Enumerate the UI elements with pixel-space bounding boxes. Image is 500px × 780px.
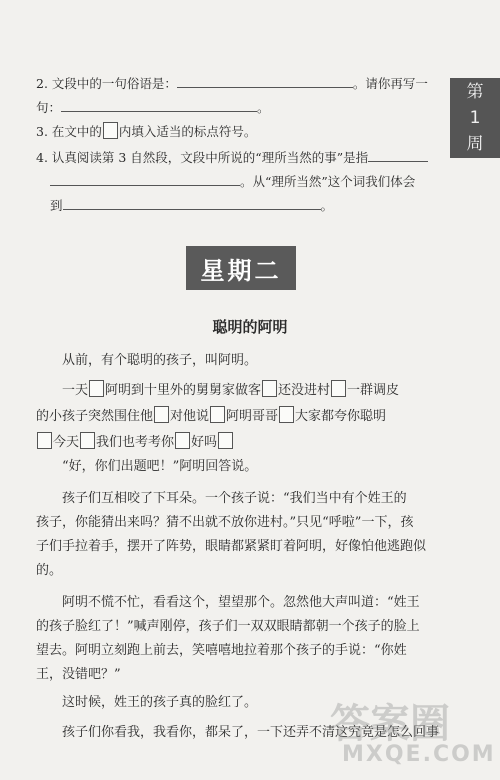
side-tab-line3: 周 bbox=[466, 134, 484, 154]
story-paragraph-2-line2 bbox=[36, 406, 386, 426]
story-paragraph-2-line1 bbox=[62, 380, 399, 400]
punct-box bbox=[210, 406, 225, 423]
punct-box bbox=[279, 406, 294, 423]
q4-blank-1[interactable] bbox=[368, 149, 428, 162]
story-paragraph-4-line1: 孩子们互相咬了下耳朵。一个孩子说：“我们当中有个姓王的 bbox=[62, 491, 407, 506]
p2-seg: 一群调皮 bbox=[347, 383, 400, 398]
p2-seg: 大家都夸你聪明 bbox=[295, 409, 387, 424]
q3-text-b: 内填入适当的标点符号。 bbox=[118, 124, 257, 139]
p2-seg: 我们也考考你 bbox=[96, 435, 175, 450]
watermark-logo bbox=[316, 690, 496, 776]
side-tab-line2: 1 bbox=[469, 108, 481, 128]
punct-box bbox=[175, 432, 190, 449]
punct-box bbox=[154, 406, 169, 423]
story-paragraph-4-line2: 孩子，你能猜出来吗？猜不出就不放你进村。”只见“呼啦”一下，孩 bbox=[36, 515, 414, 530]
story-paragraph-7: 孩子们你看我，我看你，都呆了，一下还弄不清这究竟是怎么回事 bbox=[62, 725, 440, 740]
question-4 bbox=[36, 148, 428, 168]
story-paragraph-5-line3: 望去。阿明立刻跑上前去，笑嘻嘻地拉着那个孩子的手说：“你姓 bbox=[36, 643, 407, 658]
q4-blank-3[interactable] bbox=[63, 197, 321, 210]
question-2-line2 bbox=[36, 98, 270, 118]
story-paragraph-3: “好，你们出题吧！”阿明回答说。 bbox=[62, 459, 258, 474]
q2-blank-2[interactable] bbox=[61, 99, 257, 112]
watermark-url: MXQE.COM bbox=[342, 742, 496, 767]
punct-box bbox=[80, 432, 95, 449]
p2-seg: 的小孩子突然围住他 bbox=[36, 409, 154, 424]
p2-seg: 还没进村 bbox=[278, 383, 331, 398]
q4-blank-2[interactable] bbox=[50, 173, 240, 186]
story-paragraph-2-line3 bbox=[36, 432, 234, 452]
watermark-text: 答案圈 bbox=[330, 701, 450, 747]
q2-text-c: 句： bbox=[36, 100, 62, 115]
q4-text-c: 到 bbox=[50, 198, 63, 213]
story-title: 聪明的阿明 bbox=[212, 318, 288, 336]
question-3 bbox=[36, 122, 256, 142]
story-paragraph-5-line1: 阿明不慌不忙，看看这个，望望那个。忽然他大声叫道：“姓王 bbox=[62, 595, 420, 610]
q4-text-b: 。从“理所当然”这个词我们体会 bbox=[240, 174, 416, 189]
punct-box bbox=[331, 380, 346, 397]
p2-seg: 一天 bbox=[62, 383, 89, 398]
p2-seg: 对他说 bbox=[170, 409, 210, 424]
q2-blank-1[interactable] bbox=[177, 75, 353, 88]
p2-seg: 好吗 bbox=[191, 435, 218, 450]
q3-text-a: 3. 在文中的 bbox=[36, 124, 102, 139]
punct-box bbox=[89, 380, 104, 397]
story-paragraph-5-line4: 王，没错吧？” bbox=[36, 667, 121, 682]
question-4-line3 bbox=[50, 196, 333, 216]
q2-text-d: 。 bbox=[257, 100, 270, 115]
q3-box bbox=[103, 122, 118, 139]
question-4-line2 bbox=[50, 172, 415, 192]
q4-text-a: 4. 认真阅读第 3 自然段，文段中所说的“理所当然的事”是指 bbox=[36, 150, 369, 165]
story-paragraph-6: 这时候，姓王的孩子真的脸红了。 bbox=[62, 695, 258, 710]
side-tab bbox=[450, 78, 500, 158]
p2-seg: 阿明哥哥 bbox=[226, 409, 279, 424]
p2-seg: 今天 bbox=[53, 435, 80, 450]
q4-text-d: 。 bbox=[320, 198, 334, 213]
story-paragraph-5-line2: 的孩子脸红了！”喊声刚停，孩子们一双双眼睛都朝一个孩子的脸上 bbox=[36, 619, 420, 634]
q2-text-a: 2. 文段中的一句俗语是： bbox=[36, 76, 177, 91]
p2-seg: 阿明到十里外的舅舅家做客 bbox=[105, 383, 262, 398]
punct-box bbox=[262, 380, 277, 397]
story-paragraph-1: 从前，有个聪明的孩子，叫阿明。 bbox=[62, 353, 258, 368]
story-paragraph-4-line4: 的。 bbox=[36, 563, 63, 578]
side-tab-line1: 第 bbox=[466, 82, 484, 102]
story-paragraph-4-line3: 子们手拉着手，摆开了阵势，眼睛都紧紧盯着阿明，好像怕他逃跑似 bbox=[36, 539, 427, 554]
punct-box bbox=[37, 432, 52, 449]
q2-text-b: 。请你再写一 bbox=[352, 76, 428, 91]
punct-box bbox=[218, 432, 233, 449]
day-banner: 星期二 bbox=[186, 246, 296, 290]
question-2 bbox=[36, 74, 428, 94]
